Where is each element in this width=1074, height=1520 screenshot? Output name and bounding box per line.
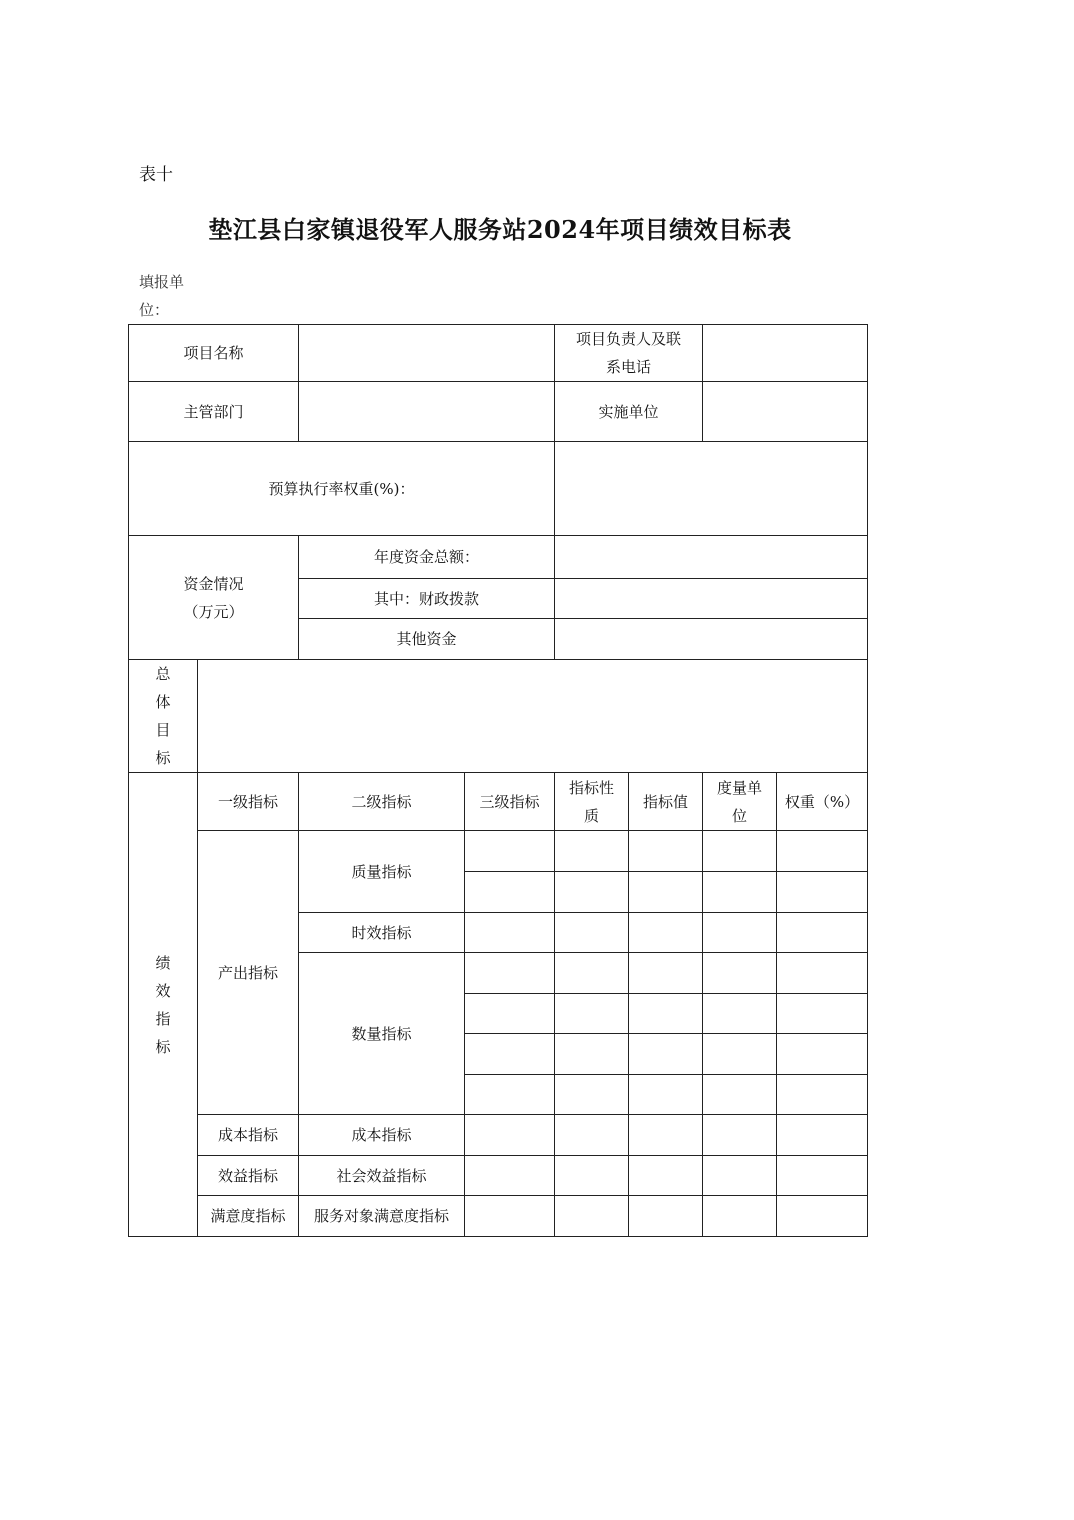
annual-total-value[interactable] xyxy=(555,536,868,579)
annual-total-label: 年度资金总额： xyxy=(299,536,555,579)
table-cell[interactable] xyxy=(703,1115,777,1156)
table-cell[interactable] xyxy=(555,1156,629,1196)
table-cell[interactable] xyxy=(555,1034,629,1075)
table-cell[interactable] xyxy=(777,1196,868,1237)
perf-indicators-char: 标 xyxy=(155,1037,171,1056)
table-cell[interactable] xyxy=(465,913,555,953)
supervisor-value[interactable] xyxy=(299,382,555,442)
table-cell[interactable] xyxy=(555,1196,629,1237)
table-cell[interactable] xyxy=(703,994,777,1034)
table-cell[interactable] xyxy=(555,913,629,953)
other-funds-label: 其他资金 xyxy=(299,619,555,660)
header-level2: 二级指标 xyxy=(299,773,465,831)
header-level1: 一级指标 xyxy=(198,773,299,831)
quantity-label: 数量指标 xyxy=(299,953,465,1115)
project-lead-value[interactable] xyxy=(703,325,868,382)
table-cell[interactable] xyxy=(555,1115,629,1156)
timeliness-label: 时效指标 xyxy=(299,913,465,953)
benefit-level1-label: 效益指标 xyxy=(198,1156,299,1196)
overall-goal-label xyxy=(129,660,198,773)
fill-unit-label xyxy=(139,268,184,324)
table-cell[interactable] xyxy=(555,953,629,994)
header-nature-line-1: 指标性 xyxy=(568,778,614,797)
funds-line-1: 资金情况 xyxy=(183,574,244,593)
table-cell[interactable] xyxy=(703,953,777,994)
table-cell[interactable] xyxy=(465,1115,555,1156)
table-cell[interactable] xyxy=(703,913,777,953)
header-unit xyxy=(703,773,777,831)
table-cell[interactable] xyxy=(629,913,703,953)
fiscal-label: 其中：财政拨款 xyxy=(299,579,555,619)
overall-goal-char: 总 xyxy=(155,665,171,683)
table-cell[interactable] xyxy=(703,1075,777,1115)
perf-indicators-label xyxy=(129,773,198,1237)
table-cell[interactable] xyxy=(465,872,555,913)
table-cell[interactable] xyxy=(777,1075,868,1115)
fill-unit-line-2: 位： xyxy=(139,301,170,319)
table-cell[interactable] xyxy=(465,831,555,872)
overall-goal-char: 体 xyxy=(155,693,171,711)
project-name-value[interactable] xyxy=(299,325,555,382)
table-cell[interactable] xyxy=(629,1034,703,1075)
table-cell[interactable] xyxy=(629,1075,703,1115)
perf-indicators-char: 绩 xyxy=(155,953,171,972)
table-cell[interactable] xyxy=(555,1075,629,1115)
satisfaction-level1-label: 满意度指标 xyxy=(198,1196,299,1237)
quality-label: 质量指标 xyxy=(299,831,465,913)
table-cell[interactable] xyxy=(629,953,703,994)
table-cell[interactable] xyxy=(703,1196,777,1237)
header-nature-line-2: 质 xyxy=(583,806,599,825)
performance-target-table xyxy=(128,324,868,1237)
table-cell[interactable] xyxy=(777,994,868,1034)
output-label: 产出指标 xyxy=(198,831,299,1115)
table-cell[interactable] xyxy=(629,872,703,913)
table-cell[interactable] xyxy=(465,994,555,1034)
header-weight: 权重（%） xyxy=(777,773,868,831)
table-cell[interactable] xyxy=(629,1115,703,1156)
other-funds-value[interactable] xyxy=(555,619,868,660)
table-cell[interactable] xyxy=(555,994,629,1034)
supervisor-label: 主管部门 xyxy=(129,382,299,442)
table-cell[interactable] xyxy=(703,872,777,913)
table-cell[interactable] xyxy=(703,1034,777,1075)
table-cell[interactable] xyxy=(777,1156,868,1196)
table-cell[interactable] xyxy=(777,1115,868,1156)
table-cell[interactable] xyxy=(465,1075,555,1115)
table-cell[interactable] xyxy=(465,953,555,994)
budget-rate-value[interactable] xyxy=(555,442,868,536)
project-name-label: 项目名称 xyxy=(129,325,299,382)
cost-level2-label: 成本指标 xyxy=(299,1115,465,1156)
table-cell[interactable] xyxy=(555,831,629,872)
table-cell[interactable] xyxy=(555,872,629,913)
overall-goal-char: 目 xyxy=(155,721,171,739)
overall-goal-value[interactable] xyxy=(198,660,868,773)
implementer-value[interactable] xyxy=(703,382,868,442)
table-cell[interactable] xyxy=(777,872,868,913)
implementer-label: 实施单位 xyxy=(555,382,703,442)
table-cell[interactable] xyxy=(465,1156,555,1196)
perf-indicators-char: 指 xyxy=(155,1009,171,1028)
cost-level1-label: 成本指标 xyxy=(198,1115,299,1156)
perf-indicators-char: 效 xyxy=(155,981,171,1000)
table-cell[interactable] xyxy=(777,831,868,872)
project-lead-label xyxy=(555,325,703,382)
table-number-label: 表十 xyxy=(139,165,173,185)
benefit-level2-label: 社会效益指标 xyxy=(299,1156,465,1196)
table-cell[interactable] xyxy=(629,1196,703,1237)
fiscal-value[interactable] xyxy=(555,579,868,619)
budget-rate-label: 预算执行率权重(%)： xyxy=(129,442,555,536)
table-cell[interactable] xyxy=(703,831,777,872)
header-value: 指标值 xyxy=(629,773,703,831)
funds-line-2: （万元） xyxy=(183,602,244,621)
fill-unit-line-1: 填报单 xyxy=(139,273,185,291)
funds-label xyxy=(129,536,299,660)
header-unit-line-2: 位 xyxy=(731,806,747,825)
project-lead-line-2: 系电话 xyxy=(605,358,651,376)
table-cell[interactable] xyxy=(465,1034,555,1075)
table-cell[interactable] xyxy=(777,953,868,994)
table-cell[interactable] xyxy=(465,1196,555,1237)
table-cell[interactable] xyxy=(629,831,703,872)
table-cell[interactable] xyxy=(629,1156,703,1196)
header-unit-line-1: 度量单 xyxy=(716,778,762,797)
table-cell[interactable] xyxy=(629,994,703,1034)
overall-goal-char: 标 xyxy=(155,749,171,767)
table-cell[interactable] xyxy=(777,913,868,953)
document-title: 垫江县白家镇退役军人服务站2024年项目绩效目标表 xyxy=(208,215,792,244)
satisfaction-level2-label: 服务对象满意度指标 xyxy=(299,1196,465,1237)
project-lead-line-1: 项目负责人及联 xyxy=(575,330,681,348)
header-level3: 三级指标 xyxy=(465,773,555,831)
table-cell[interactable] xyxy=(703,1156,777,1196)
table-cell[interactable] xyxy=(777,1034,868,1075)
header-nature xyxy=(555,773,629,831)
